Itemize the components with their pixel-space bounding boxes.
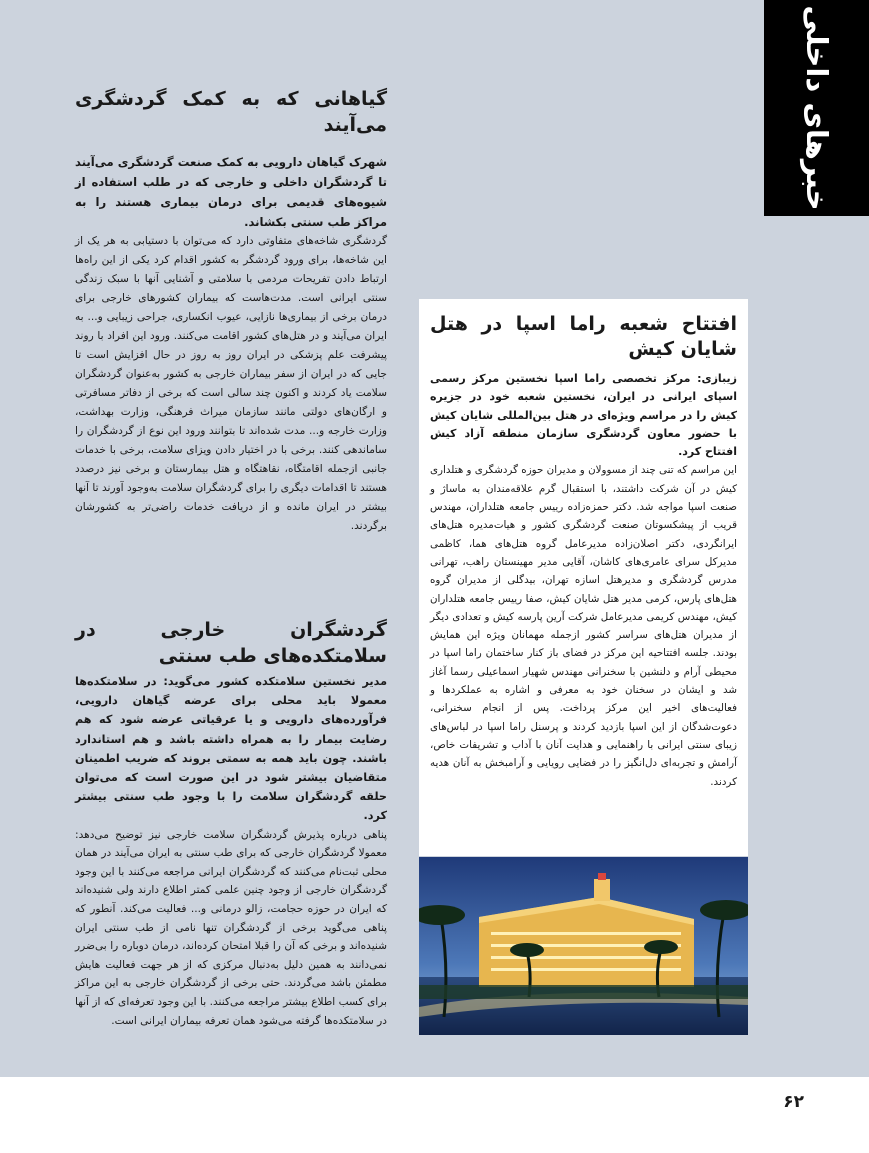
article-rama-spa bbox=[430, 312, 737, 791]
article-herbs-lead: شهرک گیاهان دارویی به کمک صنعت گردشگری می‌آیند تا گردشگران داخلی و خارجی که در طلب استفاده از شیوه‌های قدیمی برای درمان بیماری هستند را به مراکز طب سنتی بکشاند. bbox=[75, 155, 387, 229]
article-foreign-tourists bbox=[75, 617, 387, 1030]
article-rama-spa-body: این مراسم که تنی چند از مسوولان و مدیران حوزه گردشگری و هتلداری کیش در آن شرکت داشتند، با استقبال گرم علاقه‌مندان به ماساژ و صنعت اسپا مواجه شد. دکتر حمزه‌زاده رییس جامعه هتلداران، مهندس قریب از پیشکسوتان صنعت گردشگری کشور و هیات‌مدیره هتل‌های ایرانگردی، دکتر اصلان‌زاده مدیرعامل گروه هتل‌های هما، کاظمی مدیرکل سرای عامری‌های کاشان، آقایی مدیر مهینستان راهب، تهرانی مدرس گردشگری و مدیرهتل اسازه تهران، بیدگلی از مدیران گروه هتل‌های پارس، کرمی مدیر هتل شایان کیش، صفا رییس جامعه هتلداران کیش، مهندس کریمی مدیرعامل شرکت آرین پارسه کیش و تعدادی دیگر از مدیران هتل‌های سراسر کشور ازجمله مهمانان ویژه این همایش بودند. جلسه افتتاحیه این مرکز در فضای باز کنار ساختمان راما اسپا در محیطی آرام و دلنشین با سخنرانی مهندس شهیار اسماعیلی رسما آغاز شد و ایشان در سخنان خود به معرفی و اشاره به عملکردها و فعالیت‌های اخیر این مرکز پرداخت. پس از انجام سخنرانی، دعوت‌شدگان از این اسپا بازدید کردند و پرسنل راما اسپا در لباس‌های زیبای سنتی ایرانی با راهنمایی و هدایت آنان با آداب و تشریفات خاص، آرامش و تجربه‌ای دل‌انگیز را در فضایی رویایی و آرامبخش به آنان هدیه کردند. bbox=[430, 464, 737, 788]
article-rama-spa-lead: زیبازی: مرکز تخصصی راما اسپا نخستین مرکز رسمی اسپای ایرانی در ایران، نخستین شعبه خود در جزیره کیش را در مراسم ویژه‌ای در هتل بین‌المللی شایان کیش با حضور معاون گردشگری سازمان منطقه آزاد کیش افتتاح کرد. bbox=[430, 372, 737, 459]
article-herbs-title: گیاهانی که به کمک گردشگری می‌آیند bbox=[75, 88, 387, 136]
article-herbs bbox=[75, 86, 387, 536]
hotel-photo bbox=[419, 857, 748, 1035]
article-foreign-tourists-body: پناهی درباره پذیرش گردشگران سلامت خارجی نیز توضیح می‌دهد: معمولا گردشگران خارجی که برای طب سنتی به ایران می‌آیند در همان محلی ثبت‌نام می‌کنند که گردشگران ایرانی مراجعه می‌کنند با این وجود گردشگران خارجی از وجود چنین علمی کمتر اطلاع دارند ولی شنیده‌اند که ایران در حوزه حجامت، زالو درمانی و... فعالیت می‌کند. آنطور که پناهی می‌گوید برخی از گردشگران تنها نامی از طب سنتی ایران شنیده‌اند و برخی که آن را قبلا امتحان کرده‌اند، درمان دوباره را بی‌ضرر نمی‌دانند به همین دلیل به‌دنبال مرکزی که از هر جهت فعالیت هایش مطمئن باشد می‌گردند. حتی برخی از گردشگران خارجی به این مراکز برای کسب اطلاع بیشتر مراجعه می‌کنند. با این وجود تعرفه‌ای که از آنها در سلامتکده‌ها گرفته می‌شود همان تعرفه بیماران ایرانی است. bbox=[75, 828, 387, 1027]
article-foreign-tourists-lead: مدیر نخستین سلامتکده کشور می‌گوید: در سلامتکده‌ها معمولا باید محلی برای عرضه گیاهان دارویی، فرآورده‌های دارویی و یا عرقیاتی عرضه شود که هم رضایت بیمار را به همراه داشته باشد و هم استاندارد باشند. چون باید همه به سمتی بروند که ضریب اطمینان متقاضیان بیشتر شود در این صورت است که می‌توان حلقه گردشگران سلامت را با وجود طب سنتی بیشتر کرد. bbox=[75, 675, 387, 823]
section-label: خبرهای داخلی bbox=[799, 5, 834, 211]
article-foreign-tourists-title: گردشگران خارجی در سلامتکده‌های طب سنتی bbox=[75, 619, 387, 667]
page-number: ۶۲ bbox=[783, 1092, 804, 1112]
section-tab bbox=[764, 0, 869, 216]
article-herbs-body: گردشگری شاخه‌های متفاوتی دارد که می‌توان با دستیابی به هر یک از این شاخه‌ها، برای ورود گردشگر به کشور اقدام کرد یکی از این راه‌ها ارتباط دادن تفریحات مردمی با سلامتی و آشنایی آنها با سبک زندگی سنتی ایرانی است. مدت‌هاست که بیماران کشورهای خارجی برای درمان برخی از بیماری‌ها نازایی، عیوب انکساری، جراحی زیبایی و... به ایران می‌آیند و در هتل‌های کشور اقامت می‌کنند. ورود این افراد با روند پیشرفت علم پزشکی در ایران روز به روز در حال افزایش است تا جایی که در ایران از سفر بیماران خارجی به کشور به‌عنوان گردشگران سلامت یاد کردند و اکنون چند سالی است که برخی از دفاتر مسافرتی و ارگان‌های دولتی مانند سازمان میراث فرهنگی، وزارت بهداشت، وزارت خارجه و... مدت شده‌اند تا بتوانند ورود این نوع از گردشگران را ساماندهی کنند. برخی با در اختیار دادن ویزای سلامت، برخی با خدمات جانبی ازجمله اقامتگاه، نقاهتگاه و هتل بیمارستان و برخی نیز درصدد هستند تا اقدامات دیگری را برای گردشگران سلامت به‌وجود آورند تا آنها بیشتر در ایران مانده و از دریافت خدمات راضی‌تر به کشورشان برگردند. bbox=[75, 235, 387, 532]
article-rama-spa-title: افتتاح شعبه راما اسپا در هتل شایان کیش bbox=[430, 313, 737, 360]
